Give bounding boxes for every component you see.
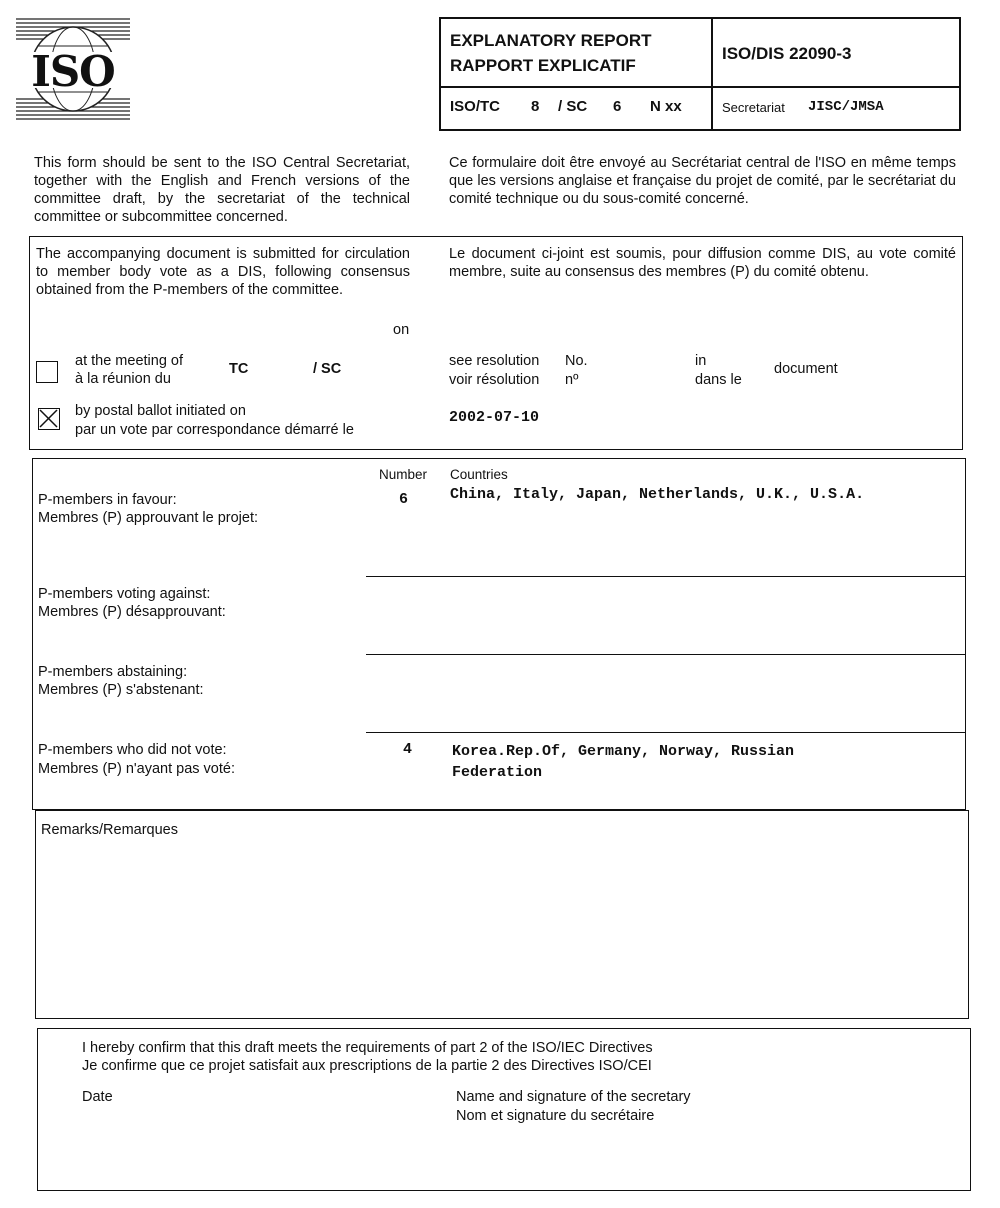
n-label: N xx (650, 98, 682, 115)
sc-label: / SC (558, 98, 588, 115)
votes-in-favour-number: 6 (399, 491, 409, 508)
resolution-label-en: see resolution (449, 353, 540, 369)
postal-label-en: by postal ballot initiated on (75, 403, 246, 419)
votes-in-favour-label-en: P-members in favour: (38, 492, 177, 508)
report-title-fr: RAPPORT EXPLICATIF (450, 56, 636, 75)
votes-not-voted-label-fr: Membres (P) n'ayant pas voté: (38, 761, 235, 777)
votes-not-voted-label-en: P-members who did not vote: (38, 742, 227, 758)
resolution-no-en: No. (565, 353, 588, 369)
secretariat-value: JISC/JMSA (808, 99, 884, 115)
votes-in-favour-label-fr: Membres (P) approuvant le projet: (38, 510, 259, 526)
votes-not-voted-countries: Korea.Rep.Of, Germany, Norway, Russian Federation (452, 743, 795, 781)
intro-text-fr: Ce formulaire doit être envoyé au Secrétariat central de l'ISO en même temps que les versions anglaise et française du projet de comité, par le secrétariat du comité technique ou du sous-comité concerné. (449, 155, 956, 208)
ballot-date: 2002-07-10 (449, 409, 540, 426)
report-title-en: EXPLANATORY REPORT (450, 31, 652, 50)
in-label-en: in (695, 353, 707, 369)
votes-abstaining-label-fr: Membres (P) s'abstenant: (38, 682, 204, 698)
postal-ballot-checkbox[interactable] (38, 408, 60, 430)
secretariat-label: Secretariat (722, 100, 785, 115)
votes-against-label-fr: Membres (P) désapprouvant: (38, 604, 226, 620)
confirmation-text-fr: Je confirme que ce projet satisfait aux prescriptions de la partie 2 des Directives ISO/CEI (82, 1058, 652, 1074)
date-label: Date (82, 1089, 113, 1105)
dis-number: ISO/DIS 22090-3 (722, 44, 852, 63)
submission-text-en: The accompanying document is submitted for circulation to member body vote as a DIS, following consensus obtained from the P-members of the committee. (36, 246, 410, 299)
svg-text:ISO: ISO (31, 47, 115, 96)
checked-x-icon (39, 409, 58, 428)
meeting-label-en: at the meeting of (75, 353, 184, 369)
on-label: on (393, 322, 410, 338)
resolution-no-fr: nº (565, 372, 579, 388)
signature-label-fr: Nom et signature du secrétaire (456, 1108, 655, 1124)
signature-label-en: Name and signature of the secretary (456, 1089, 691, 1105)
votes-against-label-en: P-members voting against: (38, 586, 211, 602)
resolution-label-fr: voir résolution (449, 372, 540, 388)
iso-logo (16, 16, 130, 122)
confirmation-text-en: I hereby confirm that this draft meets the requirements of part 2 of the ISO/IEC Directives (82, 1040, 653, 1056)
votes-not-voted-number: 4 (403, 741, 413, 758)
meeting-sc-label: / SC (313, 361, 342, 377)
document-label: document (774, 361, 838, 377)
votes-in-favour-countries: China, Italy, Japan, Netherlands, U.K., U.S.A. (450, 486, 865, 503)
tc-label: ISO/TC (450, 98, 501, 115)
countries-column-header: Countries (450, 467, 508, 482)
meeting-tc-label: TC (229, 361, 249, 377)
number-column-header: Number (379, 467, 428, 482)
intro-text-en: This form should be sent to the ISO Central Secretariat, together with the English and French versions of the committee draft, by the secretariat of the technical committee or subcommittee concerned. (34, 155, 410, 226)
votes-abstaining-label-en: P-members abstaining: (38, 664, 188, 680)
meeting-checkbox[interactable] (36, 361, 58, 383)
tc-number: 8 (531, 98, 540, 115)
meeting-label-fr: à la réunion du (75, 371, 171, 387)
remarks-label: Remarks/Remarques (41, 822, 178, 838)
submission-text-fr: Le document ci-joint est soumis, pour diffusion comme DIS, au vote comité membre, suite au consensus des membres (P) du comité obtenu. (449, 246, 956, 281)
postal-label-fr: par un vote par correspondance démarré le (75, 422, 354, 438)
sc-number: 6 (613, 98, 622, 115)
in-label-fr: dans le (695, 372, 742, 388)
remarks-box (35, 810, 969, 1019)
